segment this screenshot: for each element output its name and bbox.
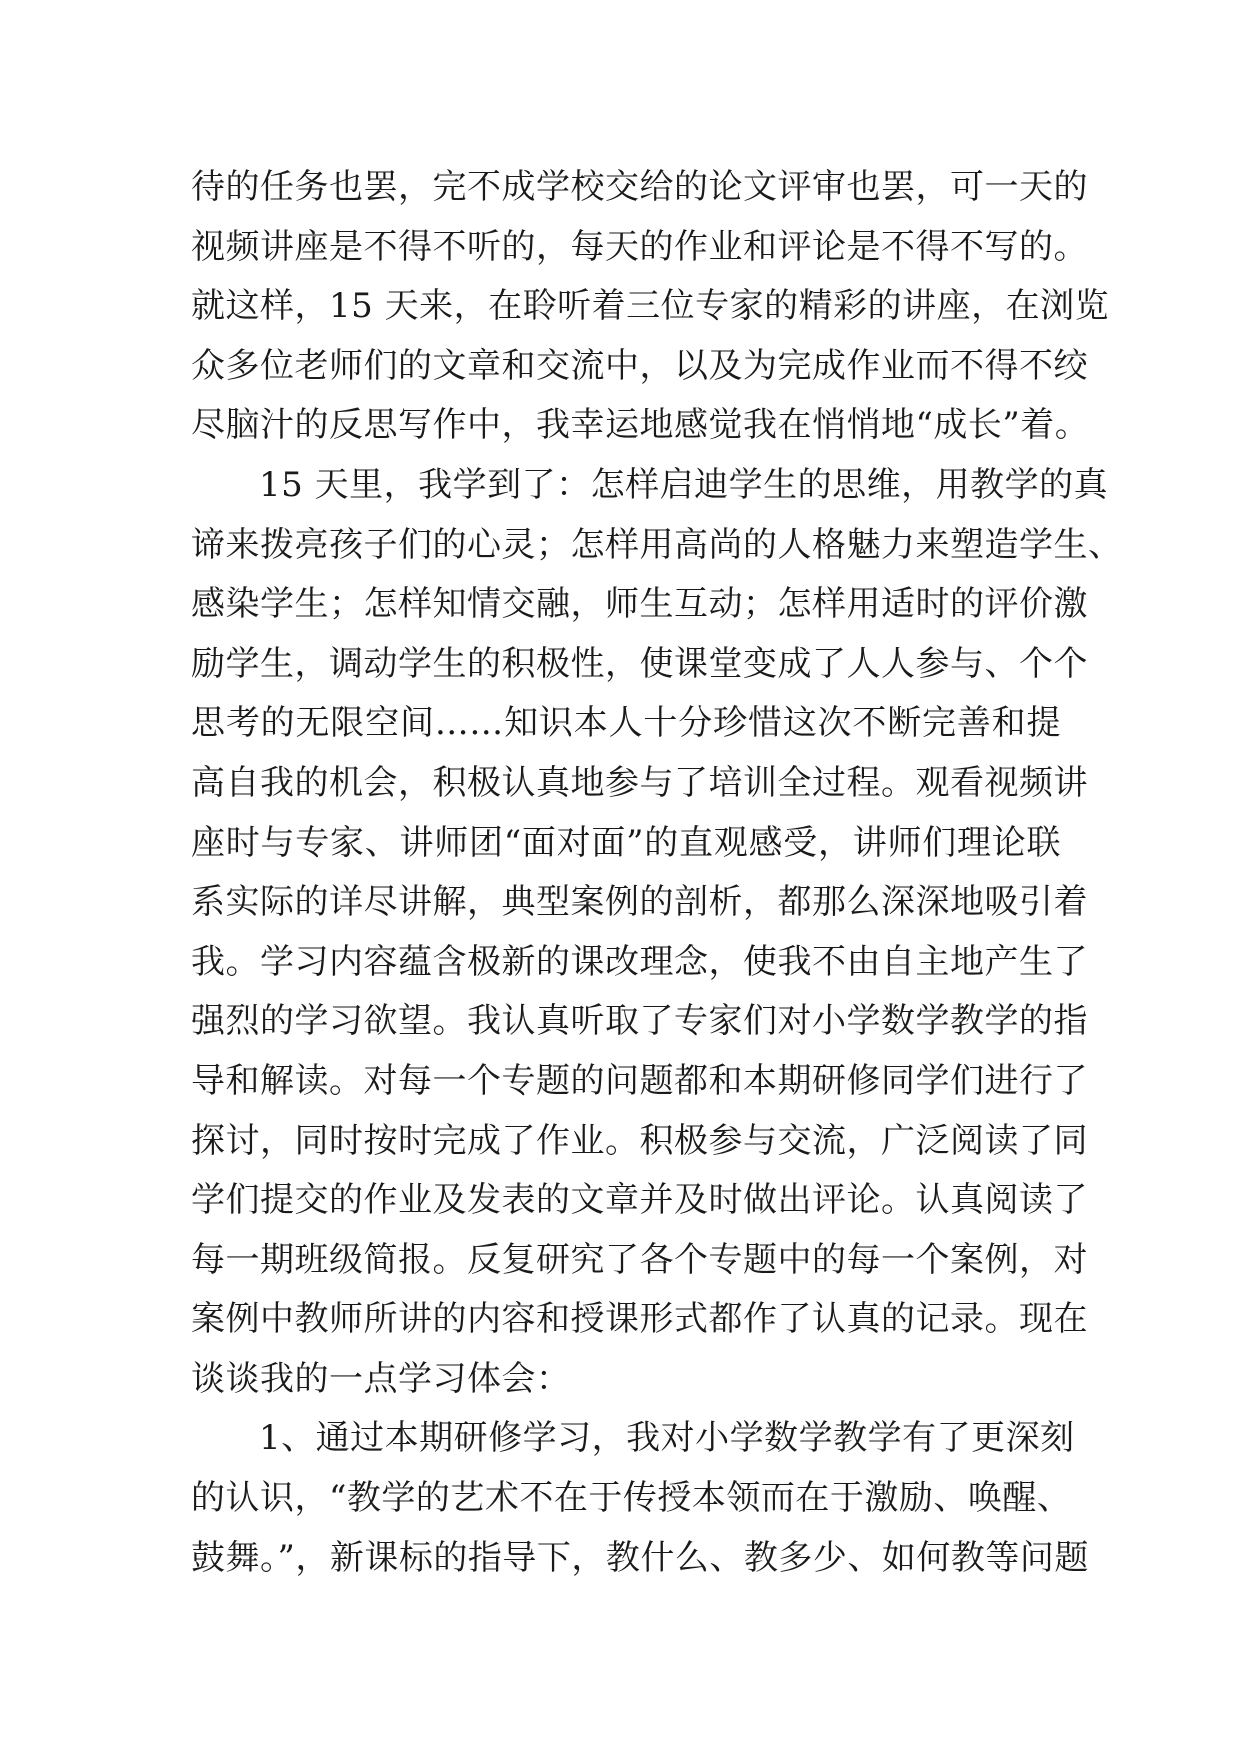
text-line: 我。学习内容蕴含极新的课改理念，使我不由自主地产生了 <box>191 941 1088 982</box>
text-line: 就这样，15 天来，在聆听着三位专家的精彩的讲座，在浏览 <box>191 286 1110 327</box>
text-line: 系实际的详尽讲解，典型案例的剖析，都那么深深地吸引着 <box>191 882 1088 923</box>
text-line: 感染学生；怎样知情交融，师生互动；怎样用适时的评价激 <box>191 584 1088 625</box>
text-line: 谛来拨亮孩子们的心灵；怎样用高尚的人格魅力来塑造学生、 <box>191 524 1123 565</box>
body-text <box>191 158 1123 1588</box>
text-line: 励学生，调动学生的积极性，使课堂变成了人人参与、个个 <box>191 643 1088 684</box>
text-line: 视频讲座是不得不听的，每天的作业和评论是不得不写的。 <box>191 226 1088 267</box>
text-line: 案例中教师所讲的内容和授课形式都作了认真的记录。现在 <box>191 1299 1088 1340</box>
text-line: 导和解读。对每一个专题的问题都和本期研修同学们进行了 <box>191 1060 1088 1101</box>
text-line: 高自我的机会，积极认真地参与了培训全过程。观看视频讲 <box>191 762 1088 803</box>
text-line: 的认识，“教学的艺术不在于传授本领而在于激励、唤醒、 <box>191 1478 1072 1519</box>
text-line: 鼓舞。”，新课标的指导下，教什么、教多少、如何教等问题 <box>191 1537 1089 1578</box>
text-line: 探讨，同时按时完成了作业。积极参与交流，广泛阅读了同 <box>191 1120 1088 1161</box>
text-line: 座时与专家、讲师团“面对面”的直观感受，讲师们理论联 <box>191 822 1061 863</box>
paragraph-first-line: 1、通过本期研修学习，我对小学数学教学有了更深刻 <box>259 1418 1075 1459</box>
text-line: 众多位老师们的文章和交流中，以及为完成作业而不得不绞 <box>191 345 1088 386</box>
text-line: 学们提交的作业及发表的文章并及时做出评论。认真阅读了 <box>191 1180 1088 1221</box>
text-line: 尽脑汁的反思写作中，我幸运地感觉我在悄悄地“成长”着。 <box>191 405 1090 446</box>
text-line: 待的任务也罢，完不成学校交给的论文评审也罢，可一天的 <box>191 167 1088 207</box>
text-line: 思考的无限空间……知识本人十分珍惜这次不断完善和提 <box>191 703 1061 744</box>
text-line: 强烈的学习欲望。我认真听取了专家们对小学数学教学的指 <box>191 1001 1088 1042</box>
text-line: 谈谈我的一点学习体会： <box>191 1358 571 1399</box>
paragraph-first-line: 15 天里，我学到了：怎样启迪学生的思维，用教学的真 <box>259 464 1109 505</box>
text-line: 每一期班级简报。反复研究了各个专题中的每一个案例，对 <box>191 1239 1088 1280</box>
